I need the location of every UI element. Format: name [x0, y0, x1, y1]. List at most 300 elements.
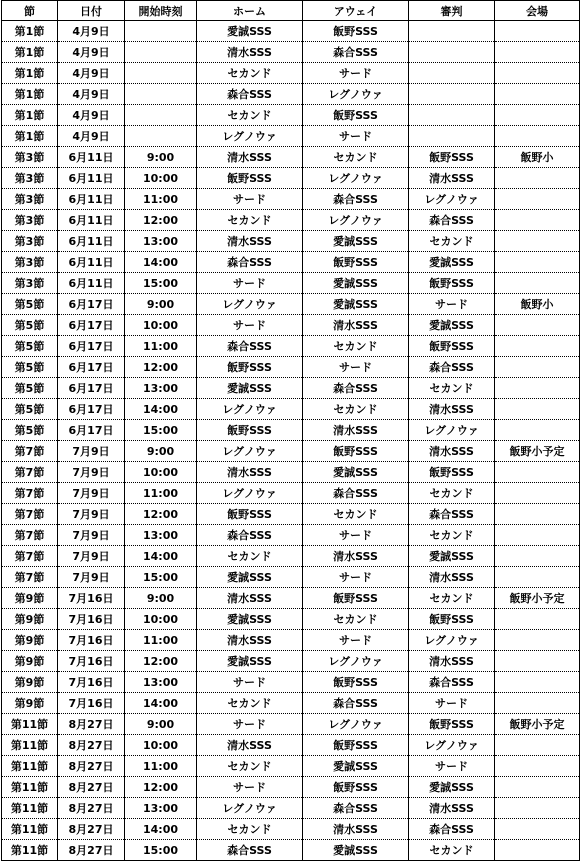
cell-referee: 森合SSS: [409, 672, 495, 693]
cell-venue: 飯野小: [495, 147, 580, 168]
cell-date: 7月9日: [58, 525, 125, 546]
table-row: [2, 147, 580, 168]
cell-date: 7月16日: [58, 588, 125, 609]
table-row: [2, 273, 580, 294]
cell-start-time: 14:00: [125, 252, 197, 273]
cell-section: 第1節: [2, 42, 58, 63]
cell-home: 飯野SSS: [197, 168, 303, 189]
cell-venue: [495, 756, 580, 777]
table-row: [2, 462, 580, 483]
cell-home: 愛誠SSS: [197, 567, 303, 588]
header-section: 節: [2, 1, 58, 21]
cell-start-time: 10:00: [125, 735, 197, 756]
cell-referee: 飯野SSS: [409, 462, 495, 483]
cell-away: 森合SSS: [303, 693, 409, 714]
table-row: [2, 777, 580, 798]
cell-section: 第11節: [2, 735, 58, 756]
cell-away: レグノウァ: [303, 168, 409, 189]
cell-referee: 清水SSS: [409, 168, 495, 189]
cell-venue: 飯野小予定: [495, 588, 580, 609]
cell-date: 6月17日: [58, 399, 125, 420]
cell-home: セカンド: [197, 105, 303, 126]
cell-section: 第1節: [2, 21, 58, 42]
cell-home: 森合SSS: [197, 252, 303, 273]
cell-start-time: [125, 21, 197, 42]
table-row: [2, 609, 580, 630]
cell-start-time: 14:00: [125, 546, 197, 567]
cell-start-time: 11:00: [125, 483, 197, 504]
cell-away: セカンド: [303, 399, 409, 420]
cell-away: セカンド: [303, 147, 409, 168]
cell-referee: [409, 84, 495, 105]
cell-start-time: 15:00: [125, 273, 197, 294]
cell-start-time: 9:00: [125, 714, 197, 735]
cell-referee: レグノウァ: [409, 630, 495, 651]
cell-referee: 飯野SSS: [409, 273, 495, 294]
cell-venue: [495, 462, 580, 483]
cell-section: 第11節: [2, 798, 58, 819]
cell-section: 第7節: [2, 462, 58, 483]
header-date: 日付: [58, 1, 125, 21]
cell-date: 7月9日: [58, 567, 125, 588]
cell-venue: [495, 84, 580, 105]
cell-referee: レグノウァ: [409, 189, 495, 210]
table-row: [2, 441, 580, 462]
cell-date: 6月17日: [58, 315, 125, 336]
table-row: [2, 714, 580, 735]
cell-away: セカンド: [303, 609, 409, 630]
cell-away: サード: [303, 525, 409, 546]
cell-section: 第5節: [2, 420, 58, 441]
cell-venue: [495, 315, 580, 336]
table-row: [2, 105, 580, 126]
header-start-time: 開始時刻: [125, 1, 197, 21]
cell-start-time: 12:00: [125, 504, 197, 525]
table-body: [2, 21, 580, 861]
table-row: [2, 420, 580, 441]
cell-venue: [495, 189, 580, 210]
cell-date: 7月9日: [58, 504, 125, 525]
table-row: [2, 819, 580, 840]
cell-away: 飯野SSS: [303, 441, 409, 462]
cell-referee: 森合SSS: [409, 504, 495, 525]
cell-away: 愛誠SSS: [303, 273, 409, 294]
table-row: [2, 399, 580, 420]
cell-venue: [495, 105, 580, 126]
cell-venue: [495, 504, 580, 525]
cell-home: 愛誠SSS: [197, 21, 303, 42]
cell-referee: 森合SSS: [409, 819, 495, 840]
cell-home: 清水SSS: [197, 42, 303, 63]
cell-start-time: [125, 105, 197, 126]
cell-section: 第1節: [2, 63, 58, 84]
cell-date: 4月9日: [58, 42, 125, 63]
cell-home: サード: [197, 189, 303, 210]
cell-referee: セカンド: [409, 525, 495, 546]
schedule-table: [1, 0, 580, 861]
cell-venue: [495, 672, 580, 693]
table-row: [2, 336, 580, 357]
cell-referee: 森合SSS: [409, 357, 495, 378]
cell-start-time: 14:00: [125, 693, 197, 714]
cell-home: セカンド: [197, 63, 303, 84]
cell-section: 第11節: [2, 777, 58, 798]
cell-date: 7月16日: [58, 651, 125, 672]
cell-section: 第7節: [2, 504, 58, 525]
cell-referee: 清水SSS: [409, 399, 495, 420]
cell-home: 飯野SSS: [197, 420, 303, 441]
table-row: [2, 840, 580, 861]
cell-referee: [409, 105, 495, 126]
cell-start-time: 10:00: [125, 168, 197, 189]
table-row: [2, 651, 580, 672]
cell-date: 6月17日: [58, 336, 125, 357]
cell-section: 第5節: [2, 336, 58, 357]
cell-away: 愛誠SSS: [303, 294, 409, 315]
cell-home: レグノウァ: [197, 399, 303, 420]
cell-away: レグノウァ: [303, 714, 409, 735]
table-row: [2, 735, 580, 756]
cell-section: 第3節: [2, 231, 58, 252]
cell-start-time: 11:00: [125, 756, 197, 777]
cell-venue: [495, 798, 580, 819]
cell-referee: 飯野SSS: [409, 714, 495, 735]
cell-away: サード: [303, 630, 409, 651]
cell-referee: [409, 21, 495, 42]
cell-away: セカンド: [303, 336, 409, 357]
cell-home: サード: [197, 273, 303, 294]
cell-date: 6月11日: [58, 231, 125, 252]
cell-venue: [495, 21, 580, 42]
cell-venue: [495, 420, 580, 441]
cell-away: 清水SSS: [303, 546, 409, 567]
cell-home: セカンド: [197, 756, 303, 777]
table-row: [2, 798, 580, 819]
table-row: [2, 21, 580, 42]
cell-referee: [409, 126, 495, 147]
cell-venue: [495, 357, 580, 378]
table-row: [2, 42, 580, 63]
cell-venue: [495, 525, 580, 546]
cell-section: 第5節: [2, 294, 58, 315]
cell-section: 第3節: [2, 273, 58, 294]
cell-section: 第5節: [2, 315, 58, 336]
cell-away: 飯野SSS: [303, 777, 409, 798]
cell-date: 6月11日: [58, 273, 125, 294]
cell-away: 森合SSS: [303, 378, 409, 399]
cell-away: レグノウァ: [303, 210, 409, 231]
cell-venue: [495, 567, 580, 588]
cell-referee: 愛誠SSS: [409, 546, 495, 567]
cell-section: 第5節: [2, 357, 58, 378]
cell-venue: [495, 693, 580, 714]
cell-date: 7月16日: [58, 630, 125, 651]
cell-away: 清水SSS: [303, 315, 409, 336]
cell-away: セカンド: [303, 504, 409, 525]
table-row: [2, 252, 580, 273]
table-row: [2, 126, 580, 147]
cell-venue: [495, 483, 580, 504]
cell-date: 6月11日: [58, 168, 125, 189]
header-away: アウェイ: [303, 1, 409, 21]
cell-section: 第9節: [2, 630, 58, 651]
cell-home: サード: [197, 672, 303, 693]
cell-venue: [495, 651, 580, 672]
cell-venue: [495, 819, 580, 840]
cell-home: 清水SSS: [197, 735, 303, 756]
cell-section: 第1節: [2, 84, 58, 105]
cell-venue: 飯野小: [495, 294, 580, 315]
cell-date: 8月27日: [58, 735, 125, 756]
cell-referee: レグノウァ: [409, 735, 495, 756]
cell-venue: [495, 231, 580, 252]
cell-start-time: 10:00: [125, 609, 197, 630]
cell-venue: [495, 609, 580, 630]
cell-date: 8月27日: [58, 840, 125, 861]
table-row: [2, 483, 580, 504]
cell-home: 清水SSS: [197, 147, 303, 168]
cell-away: サード: [303, 126, 409, 147]
cell-away: 愛誠SSS: [303, 462, 409, 483]
cell-venue: [495, 735, 580, 756]
table-row: [2, 231, 580, 252]
cell-section: 第3節: [2, 252, 58, 273]
cell-start-time: 9:00: [125, 294, 197, 315]
cell-referee: セカンド: [409, 588, 495, 609]
cell-date: 4月9日: [58, 126, 125, 147]
cell-section: 第3節: [2, 189, 58, 210]
cell-referee: セカンド: [409, 378, 495, 399]
cell-venue: [495, 63, 580, 84]
cell-section: 第5節: [2, 399, 58, 420]
cell-date: 6月17日: [58, 294, 125, 315]
cell-venue: [495, 399, 580, 420]
cell-venue: 飯野小予定: [495, 714, 580, 735]
table-row: [2, 315, 580, 336]
cell-venue: 飯野小予定: [495, 441, 580, 462]
cell-section: 第7節: [2, 483, 58, 504]
table-header: [2, 1, 580, 21]
cell-away: 飯野SSS: [303, 672, 409, 693]
cell-away: 愛誠SSS: [303, 756, 409, 777]
table-row: [2, 756, 580, 777]
cell-section: 第7節: [2, 567, 58, 588]
cell-venue: [495, 630, 580, 651]
cell-home: セカンド: [197, 210, 303, 231]
cell-date: 6月17日: [58, 357, 125, 378]
cell-home: 飯野SSS: [197, 357, 303, 378]
cell-date: 7月16日: [58, 693, 125, 714]
cell-section: 第7節: [2, 441, 58, 462]
cell-start-time: 9:00: [125, 147, 197, 168]
cell-away: 飯野SSS: [303, 252, 409, 273]
header-referee: 審判: [409, 1, 495, 21]
cell-date: 8月27日: [58, 819, 125, 840]
header-venue: 会場: [495, 1, 580, 21]
cell-section: 第7節: [2, 525, 58, 546]
cell-start-time: 15:00: [125, 567, 197, 588]
cell-start-time: 11:00: [125, 336, 197, 357]
cell-date: 8月27日: [58, 798, 125, 819]
cell-start-time: 11:00: [125, 189, 197, 210]
cell-away: サード: [303, 357, 409, 378]
cell-section: 第9節: [2, 609, 58, 630]
cell-start-time: 13:00: [125, 525, 197, 546]
cell-away: 森合SSS: [303, 189, 409, 210]
cell-start-time: [125, 63, 197, 84]
cell-home: 清水SSS: [197, 630, 303, 651]
header-home: ホーム: [197, 1, 303, 21]
cell-venue: [495, 840, 580, 861]
cell-away: 飯野SSS: [303, 105, 409, 126]
table-row: [2, 210, 580, 231]
cell-section: 第5節: [2, 378, 58, 399]
cell-start-time: [125, 84, 197, 105]
cell-venue: [495, 777, 580, 798]
cell-home: 愛誠SSS: [197, 609, 303, 630]
cell-section: 第9節: [2, 693, 58, 714]
cell-start-time: 12:00: [125, 777, 197, 798]
cell-home: 清水SSS: [197, 462, 303, 483]
cell-venue: [495, 273, 580, 294]
cell-referee: [409, 63, 495, 84]
cell-venue: [495, 168, 580, 189]
cell-away: レグノウァ: [303, 84, 409, 105]
cell-away: 愛誠SSS: [303, 840, 409, 861]
cell-section: 第11節: [2, 840, 58, 861]
cell-section: 第1節: [2, 105, 58, 126]
cell-referee: セカンド: [409, 840, 495, 861]
cell-referee: セカンド: [409, 231, 495, 252]
cell-referee: 清水SSS: [409, 651, 495, 672]
cell-referee: サード: [409, 693, 495, 714]
table-row: [2, 168, 580, 189]
cell-start-time: 12:00: [125, 651, 197, 672]
cell-date: 4月9日: [58, 84, 125, 105]
cell-referee: 清水SSS: [409, 798, 495, 819]
cell-venue: [495, 210, 580, 231]
cell-home: 森合SSS: [197, 525, 303, 546]
cell-start-time: 15:00: [125, 840, 197, 861]
cell-referee: 飯野SSS: [409, 336, 495, 357]
cell-start-time: 13:00: [125, 231, 197, 252]
table-row: [2, 294, 580, 315]
table-row: [2, 672, 580, 693]
cell-referee: 愛誠SSS: [409, 252, 495, 273]
cell-date: 7月9日: [58, 483, 125, 504]
cell-away: レグノウァ: [303, 651, 409, 672]
table-row: [2, 567, 580, 588]
cell-home: 森合SSS: [197, 84, 303, 105]
cell-away: 森合SSS: [303, 798, 409, 819]
cell-venue: [495, 336, 580, 357]
cell-date: 4月9日: [58, 63, 125, 84]
table-row: [2, 84, 580, 105]
cell-away: 飯野SSS: [303, 735, 409, 756]
cell-away: 森合SSS: [303, 483, 409, 504]
cell-home: 森合SSS: [197, 336, 303, 357]
cell-home: セカンド: [197, 546, 303, 567]
cell-home: 森合SSS: [197, 840, 303, 861]
cell-start-time: 9:00: [125, 441, 197, 462]
cell-start-time: 11:00: [125, 630, 197, 651]
cell-date: 7月9日: [58, 462, 125, 483]
cell-date: 7月9日: [58, 546, 125, 567]
cell-away: 森合SSS: [303, 42, 409, 63]
cell-section: 第9節: [2, 588, 58, 609]
cell-referee: 愛誠SSS: [409, 777, 495, 798]
cell-section: 第11節: [2, 819, 58, 840]
table-row: [2, 504, 580, 525]
cell-section: 第9節: [2, 672, 58, 693]
cell-start-time: 12:00: [125, 210, 197, 231]
cell-section: 第3節: [2, 168, 58, 189]
cell-home: サード: [197, 714, 303, 735]
cell-referee: 森合SSS: [409, 210, 495, 231]
cell-start-time: 13:00: [125, 378, 197, 399]
cell-section: 第3節: [2, 147, 58, 168]
header-row: [2, 1, 580, 21]
cell-referee: 愛誠SSS: [409, 315, 495, 336]
cell-away: 飯野SSS: [303, 21, 409, 42]
cell-home: サード: [197, 315, 303, 336]
cell-date: 6月11日: [58, 189, 125, 210]
table-row: [2, 693, 580, 714]
cell-home: サード: [197, 777, 303, 798]
table-row: [2, 630, 580, 651]
cell-start-time: 15:00: [125, 420, 197, 441]
table-row: [2, 189, 580, 210]
cell-section: 第11節: [2, 756, 58, 777]
cell-section: 第3節: [2, 210, 58, 231]
cell-home: レグノウァ: [197, 126, 303, 147]
cell-date: 7月9日: [58, 441, 125, 462]
table-row: [2, 588, 580, 609]
cell-referee: 清水SSS: [409, 567, 495, 588]
cell-date: 8月27日: [58, 777, 125, 798]
cell-venue: [495, 546, 580, 567]
cell-start-time: 14:00: [125, 399, 197, 420]
cell-away: サード: [303, 567, 409, 588]
cell-home: 飯野SSS: [197, 504, 303, 525]
cell-referee: サード: [409, 756, 495, 777]
cell-home: セカンド: [197, 693, 303, 714]
cell-start-time: [125, 42, 197, 63]
cell-home: 愛誠SSS: [197, 651, 303, 672]
cell-start-time: 12:00: [125, 357, 197, 378]
table-row: [2, 525, 580, 546]
cell-start-time: 13:00: [125, 672, 197, 693]
cell-date: 6月11日: [58, 210, 125, 231]
cell-home: レグノウァ: [197, 294, 303, 315]
cell-section: 第7節: [2, 546, 58, 567]
cell-section: 第9節: [2, 651, 58, 672]
cell-start-time: 10:00: [125, 315, 197, 336]
cell-referee: 飯野SSS: [409, 147, 495, 168]
cell-date: 4月9日: [58, 105, 125, 126]
cell-away: 清水SSS: [303, 819, 409, 840]
table-row: [2, 546, 580, 567]
cell-referee: 清水SSS: [409, 441, 495, 462]
cell-date: 6月11日: [58, 147, 125, 168]
cell-date: 6月17日: [58, 378, 125, 399]
cell-date: 6月17日: [58, 420, 125, 441]
cell-home: 清水SSS: [197, 231, 303, 252]
cell-section: 第11節: [2, 714, 58, 735]
cell-section: 第1節: [2, 126, 58, 147]
cell-home: 清水SSS: [197, 588, 303, 609]
table-row: [2, 378, 580, 399]
